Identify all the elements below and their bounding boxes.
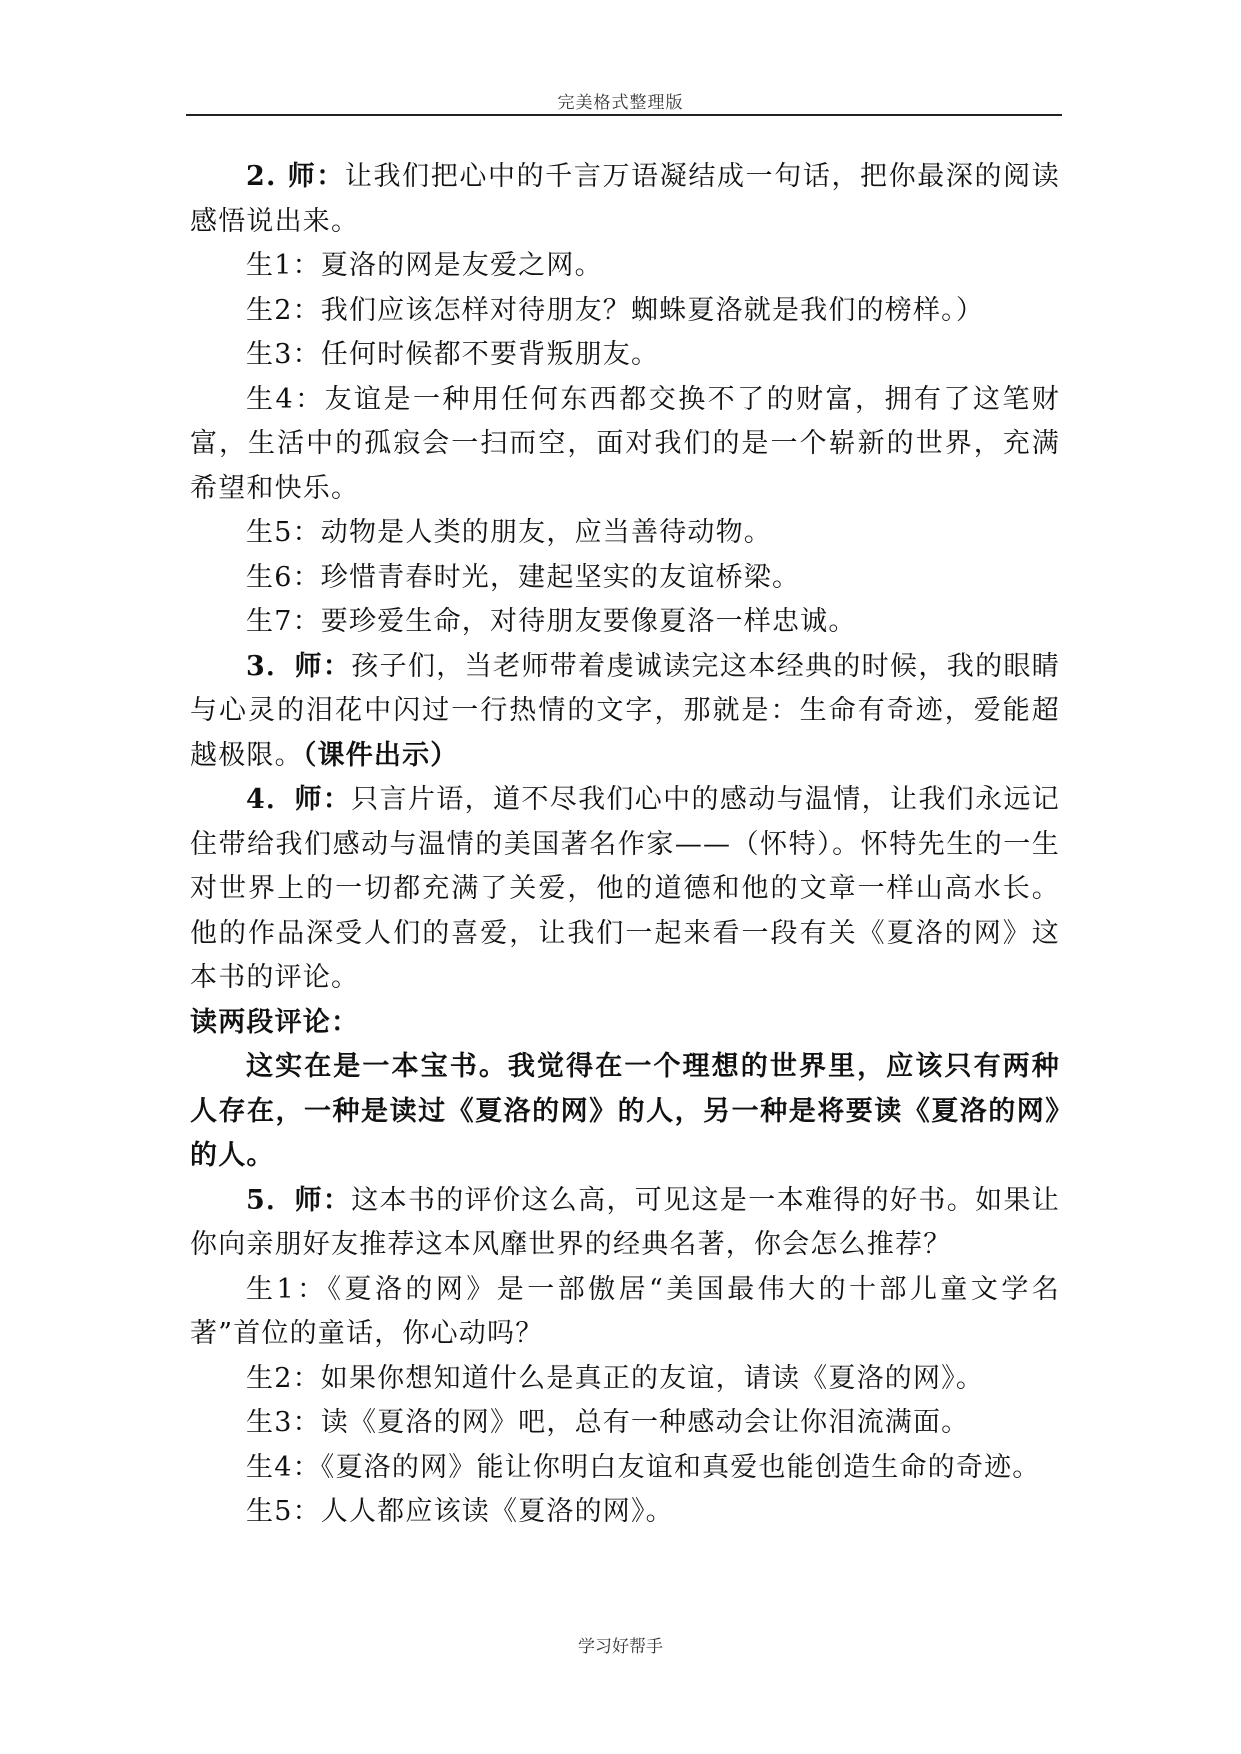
- page-header-title: 完美格式整理版: [557, 93, 684, 113]
- recommendation-3: 生3：读《夏洛的网》吧，总有一种感动会让你泪流满面。: [246, 1407, 970, 1438]
- paragraph-teacher-3: [190, 645, 1060, 779]
- paragraph-text: 孩子们，当老师带着虔诚读完这本经典的时候，我的眼睛与心灵的泪花中闪过一行热情的文字，那就是：生命有奇迹，爱能超越极限。: [190, 650, 1061, 771]
- paragraph-text: 让我们把心中的千言万语凝结成一句话，把你最深的阅读感悟说出来。: [190, 161, 1060, 237]
- paragraph-text: 这本书的评价这么高，可见这是一本难得的好书。如果让你向亲朋好友推荐这本风靡世界的经典名著，你会怎么推荐？: [190, 1184, 1061, 1260]
- courseware-note: （课件出示）: [302, 739, 459, 771]
- speaker-label: 师：: [294, 1184, 352, 1216]
- student-answer-5: 生5：动物是人类的朋友，应当善待动物。: [246, 517, 772, 548]
- recommendation-1: 生1：《夏洛的网》是一部傲居“美国最伟大的十部儿童文学名著”首位的童话，你心动吗？: [190, 1273, 1060, 1349]
- page-footer-text: 学习好帮手: [578, 1637, 663, 1657]
- paragraph-teacher-2: [190, 155, 1060, 244]
- item-number: 4．: [246, 784, 295, 815]
- student-answer-3: 生3：任何时候都不要背叛朋友。: [246, 339, 660, 370]
- student-answer-4: 生4：友谊是一种用任何东西都交换不了的财富，拥有了这笔财富，生活中的孤寂会一扫而空，面对我们的是一个崭新的世界，充满希望和快乐。: [190, 383, 1060, 504]
- student-answer-1: 生1：夏洛的网是友爱之网。: [246, 250, 603, 281]
- document-body: [190, 155, 1060, 1535]
- item-number: 2.: [246, 161, 288, 192]
- speaker-label: 师：: [294, 650, 352, 682]
- speaker-label: 师：: [294, 784, 352, 815]
- review-quote: 这实在是一本宝书。我觉得在一个理想的世界里，应该只有两种人存在，一种是读过《夏洛的网》的人，另一种是将要读《夏洛的网》的人。: [190, 1051, 1060, 1171]
- speaker-label: 师：: [287, 161, 345, 192]
- recommendation-2: 生2：如果你想知道什么是真正的友谊，请读《夏洛的网》。: [246, 1362, 985, 1394]
- header-divider: [186, 114, 1062, 116]
- recommendation-4: 生4：《夏洛的网》能让你明白友谊和真爱也能创造生命的奇迹。: [246, 1451, 1041, 1483]
- student-answer-2: 生2：我们应该怎样对待朋友？蜘蛛夏洛就是我们的榜样。）: [246, 294, 985, 326]
- recommendation-5: 生5：人人都应该读《夏洛的网》。: [246, 1496, 674, 1527]
- student-answer-7: 生7：要珍爱生命，对待朋友要像夏洛一样忠诚。: [246, 606, 857, 637]
- item-number: 3．: [246, 650, 295, 682]
- paragraph-teacher-5: [190, 1179, 1060, 1268]
- paragraph-teacher-4: [190, 778, 1060, 1001]
- student-answer-6: 生6：珍惜青春时光，建起坚实的友谊桥梁。: [246, 561, 801, 593]
- review-heading: 读两段评论：: [190, 1006, 360, 1038]
- paragraph-text: 只言片语，道不尽我们心中的感动与温情，让我们永远记住带给我们感动与温情的美国著名作家——（怀特）。怀特先生的一生对世界上的一切都充满了关爱，他的道德和他的文章一样山高水长。他的作品深受人们的喜爱，让我们一起来看一段有关《夏洛的网》这本书的评论。: [190, 784, 1061, 993]
- item-number: 5．: [246, 1184, 295, 1216]
